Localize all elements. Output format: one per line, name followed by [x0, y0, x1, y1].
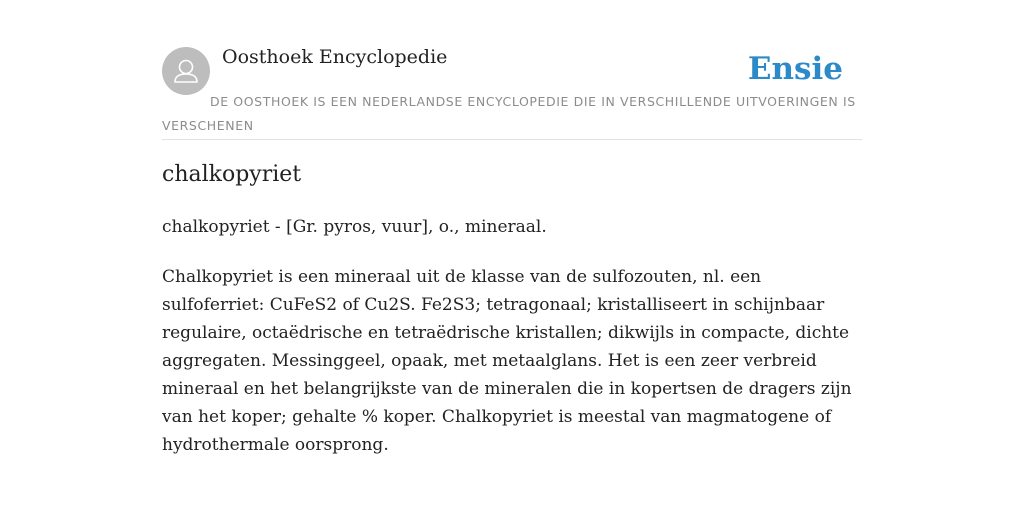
- header: [162, 46, 862, 140]
- user-avatar-icon[interactable]: [162, 47, 210, 95]
- source-name[interactable]: Oosthoek Encyclopedie: [222, 46, 448, 68]
- entry-lemma: chalkopyriet - [Gr. pyros, vuur], o., mineraal.: [162, 217, 547, 237]
- entry-title: chalkopyriet: [162, 162, 302, 187]
- source-description: DE OOSTHOEK IS EEN NEDERLANDSE ENCYCLOPEDIE DIE IN VERSCHILLENDE UITVOERINGEN IS VERSCHENEN: [162, 94, 856, 133]
- user-silhouette-icon: [162, 47, 210, 95]
- entry-body: Chalkopyriet is een mineraal uit de klasse van de sulfozouten, nl. een sulfoferriet: CuFeS2 of Cu2S. Fe2S3; tetragonaal; kristalliseert in schijnbaar regulaire, octaëdrische en tetraëdrische kristallen; dikwijls in compacte, dichte aggregaten. Messinggeel, opaak, met metaalglans. Het is een zeer verbreid mineraal en het belangrijkste van de mineralen die in kopertsen de dragers zijn van het koper; gehalte % koper. Chalkopyriet is meestal van magmatogene of hydrothermale oorsprong.: [162, 267, 852, 455]
- brand-logo[interactable]: Ensie: [747, 51, 843, 87]
